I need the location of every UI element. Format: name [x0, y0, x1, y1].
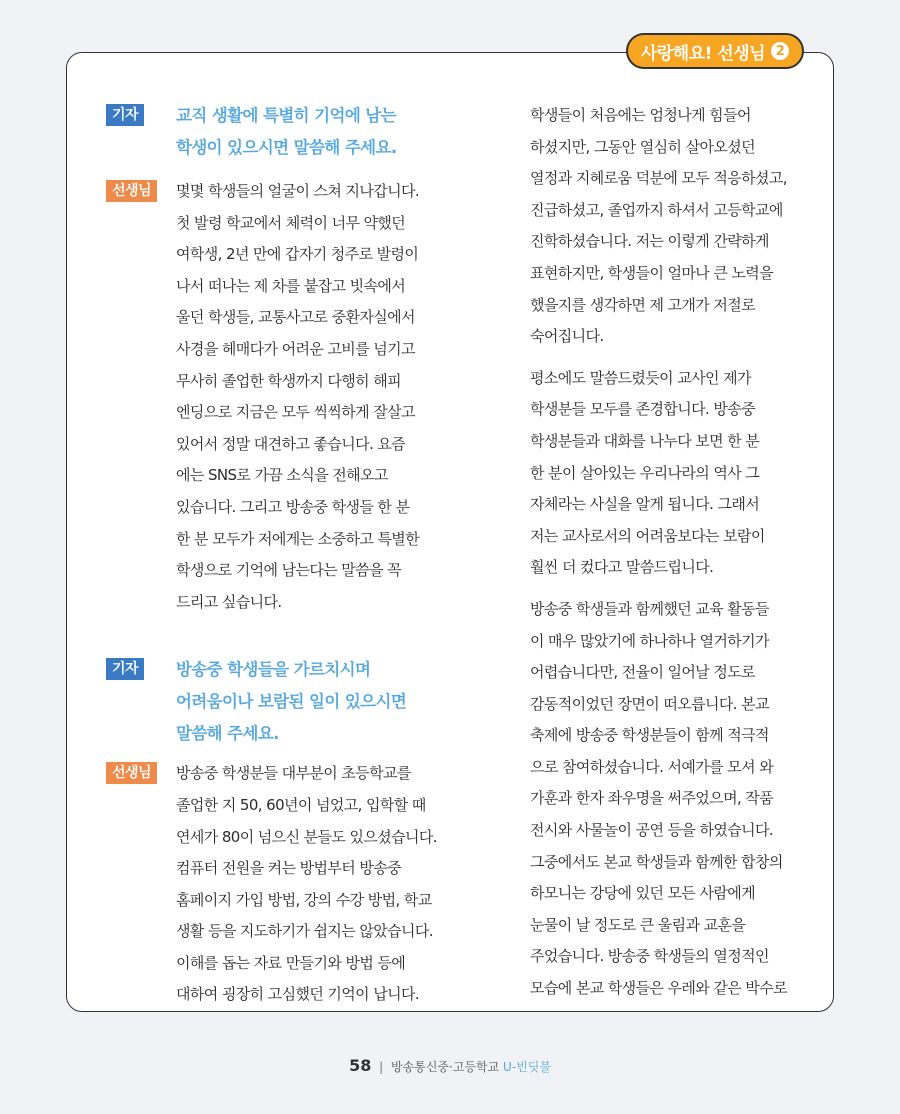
text-line: 진급하셨고, 졸업까지 하셔서 고등학교에 [530, 200, 783, 219]
text-line: 학생분들과 대화를 나누다 보면 한 분 [530, 431, 760, 450]
paragraph-3 [530, 594, 800, 1005]
text-line: 울던 학생들, 교통사고로 중환자실에서 [176, 308, 415, 327]
left-column [106, 100, 446, 1011]
text-line: 전시와 사물놀이 공연 등을 하였습니다. [530, 821, 774, 840]
series-number: 2 [771, 42, 789, 60]
teacher-tag: 선생님 [106, 762, 157, 784]
text-line: 그중에서도 본교 학생들과 함께한 합창의 [530, 852, 783, 871]
series-badge [626, 33, 804, 69]
text-line: 학생들이 처음에는 엄청나게 힘들어 [530, 106, 751, 124]
text-line: 어려움이나 보람된 일이 있으시면 [176, 692, 407, 712]
reporter-tag: 기자 [106, 104, 144, 126]
text-line: 여학생, 2년 만에 갑자기 청주로 발령이 [176, 245, 419, 264]
publication-name: 방송통신중·고등학교 [391, 1060, 500, 1074]
text-line: 말씀해 주세요. [176, 724, 279, 744]
text-line: 방송중 학생분들 대부분이 초등학교를 [176, 764, 411, 783]
text-line: 방송중 학생들과 함께했던 교육 활동들 [530, 599, 769, 618]
text-line: 훨씬 더 컸다고 말씀드립니다. [530, 558, 714, 577]
text-line: 축제에 방송중 학생분들이 함께 적극적 [530, 726, 769, 745]
text-line: 이해를 돕는 자료 만들기와 방법 등에 [176, 953, 406, 972]
text-line: 하모니는 강당에 있던 모든 사람에게 [530, 884, 756, 903]
answer-block-2 [106, 758, 446, 1011]
teacher-tag: 선생님 [106, 180, 157, 202]
text-line: 자체라는 사실을 알게 됩니다. 그래서 [530, 495, 760, 514]
text-line: 컴퓨터 전원을 켜는 방법부터 방송중 [176, 859, 402, 878]
page-number: 58 [349, 1056, 372, 1075]
text-line: 학생분들 모두를 존경합니다. 방송중 [530, 400, 756, 419]
text-line: 학생이 있으시면 말씀해 주세요. [176, 138, 397, 157]
text-line: 진학하셨습니다. 저는 이렇게 간략하게 [530, 232, 769, 251]
text-line: 대하여 굉장히 고심했던 기억이 납니다. [176, 985, 420, 1004]
text-line: 졸업한 지 50, 60년이 넘었고, 입학할 때 [176, 795, 426, 814]
text-line: 사경을 헤매다가 어려운 고비를 넘기고 [176, 339, 415, 358]
text-line: 저는 교사로서의 어려움보다는 보람이 [530, 526, 765, 545]
text-line: 있어서 정말 대견하고 좋습니다. 요즘 [176, 434, 406, 453]
text-line: 어렵습니다만, 전율이 일어날 정도로 [530, 663, 756, 682]
text-line: 으로 참여하셨습니다. 서예가를 모셔 와 [530, 757, 774, 776]
footer-separator: | [379, 1060, 384, 1074]
text-line: 눈물이 날 정도로 큰 울림과 교훈을 [530, 915, 746, 934]
question-block-2 [106, 654, 446, 750]
publication-accent: U-빈딧불 [503, 1060, 551, 1074]
text-line: 열정과 지혜로움 덕분에 모두 적응하셨고, [530, 169, 787, 188]
text-line: 무사히 졸업한 학생까지 다행히 해피 [176, 371, 402, 390]
text-line: 가훈과 한자 좌우명을 써주었으며, 작품 [530, 789, 774, 808]
page-footer [0, 1056, 900, 1075]
text-line: 홈페이지 가입 방법, 강의 수강 방법, 학교 [176, 890, 432, 909]
text-line: 학생으로 기억에 남는다는 말씀을 꼭 [176, 561, 402, 580]
text-line: 엔딩으로 지금은 모두 씩씩하게 잘살고 [176, 403, 415, 422]
text-line: 표현하지만, 학생들이 얼마나 큰 노력을 [530, 263, 774, 282]
text-line: 감동적이었던 장면이 떠오릅니다. 본교 [530, 694, 769, 713]
question-text [176, 100, 446, 164]
text-line: 있습니다. 그리고 방송중 학생들 한 분 [176, 497, 410, 516]
paragraph-2 [530, 363, 800, 584]
text-line: 한 분 모두가 저에게는 소중하고 특별한 [176, 529, 420, 548]
text-line: 한 분이 살아있는 우리나라의 역사 그 [530, 463, 760, 482]
text-line: 모습에 본교 학생들은 우레와 같은 박수로 [530, 979, 787, 998]
text-line: 하셨지만, 그동안 열심히 살아오셨던 [530, 137, 756, 156]
answer-text [176, 758, 446, 1011]
text-line: 생활 등을 지도하기가 쉽지는 않았습니다. [176, 922, 433, 941]
text-line: 교직 생활에 특별히 기억에 남는 [176, 106, 396, 125]
question-text [176, 654, 446, 750]
answer-text [176, 176, 446, 618]
text-line: 숙어집니다. [530, 327, 604, 346]
text-line: 주었습니다. 방송중 학생들의 열정적인 [530, 947, 769, 966]
paragraph-1 [530, 100, 800, 353]
text-line: 나서 떠나는 제 차를 붙잡고 빗속에서 [176, 276, 406, 295]
text-line: 평소에도 말씀드렸듯이 교사인 제가 [530, 368, 751, 387]
answer-block-1 [106, 176, 446, 618]
series-title: 사랑해요! 선생님 [640, 43, 766, 64]
question-block-1 [106, 100, 446, 164]
text-line: 첫 발령 학교에서 체력이 너무 약했던 [176, 213, 406, 232]
text-line: 에는 SNS로 가끔 소식을 전해오고 [176, 466, 388, 485]
text-line: 연세가 80이 넘으신 분들도 있으셨습니다. [176, 827, 437, 846]
text-line: 했을지를 생각하면 제 고개가 저절로 [530, 295, 756, 314]
text-line: 이 매우 많았기에 하나하나 열거하기가 [530, 631, 769, 650]
text-line: 드리고 싶습니다. [176, 592, 282, 611]
text-line: 몇몇 학생들의 얼굴이 스쳐 지나갑니다. [176, 182, 420, 200]
reporter-tag: 기자 [106, 658, 144, 680]
text-line: 방송중 학생들을 가르치시며 [176, 660, 371, 680]
right-column [530, 100, 800, 1015]
